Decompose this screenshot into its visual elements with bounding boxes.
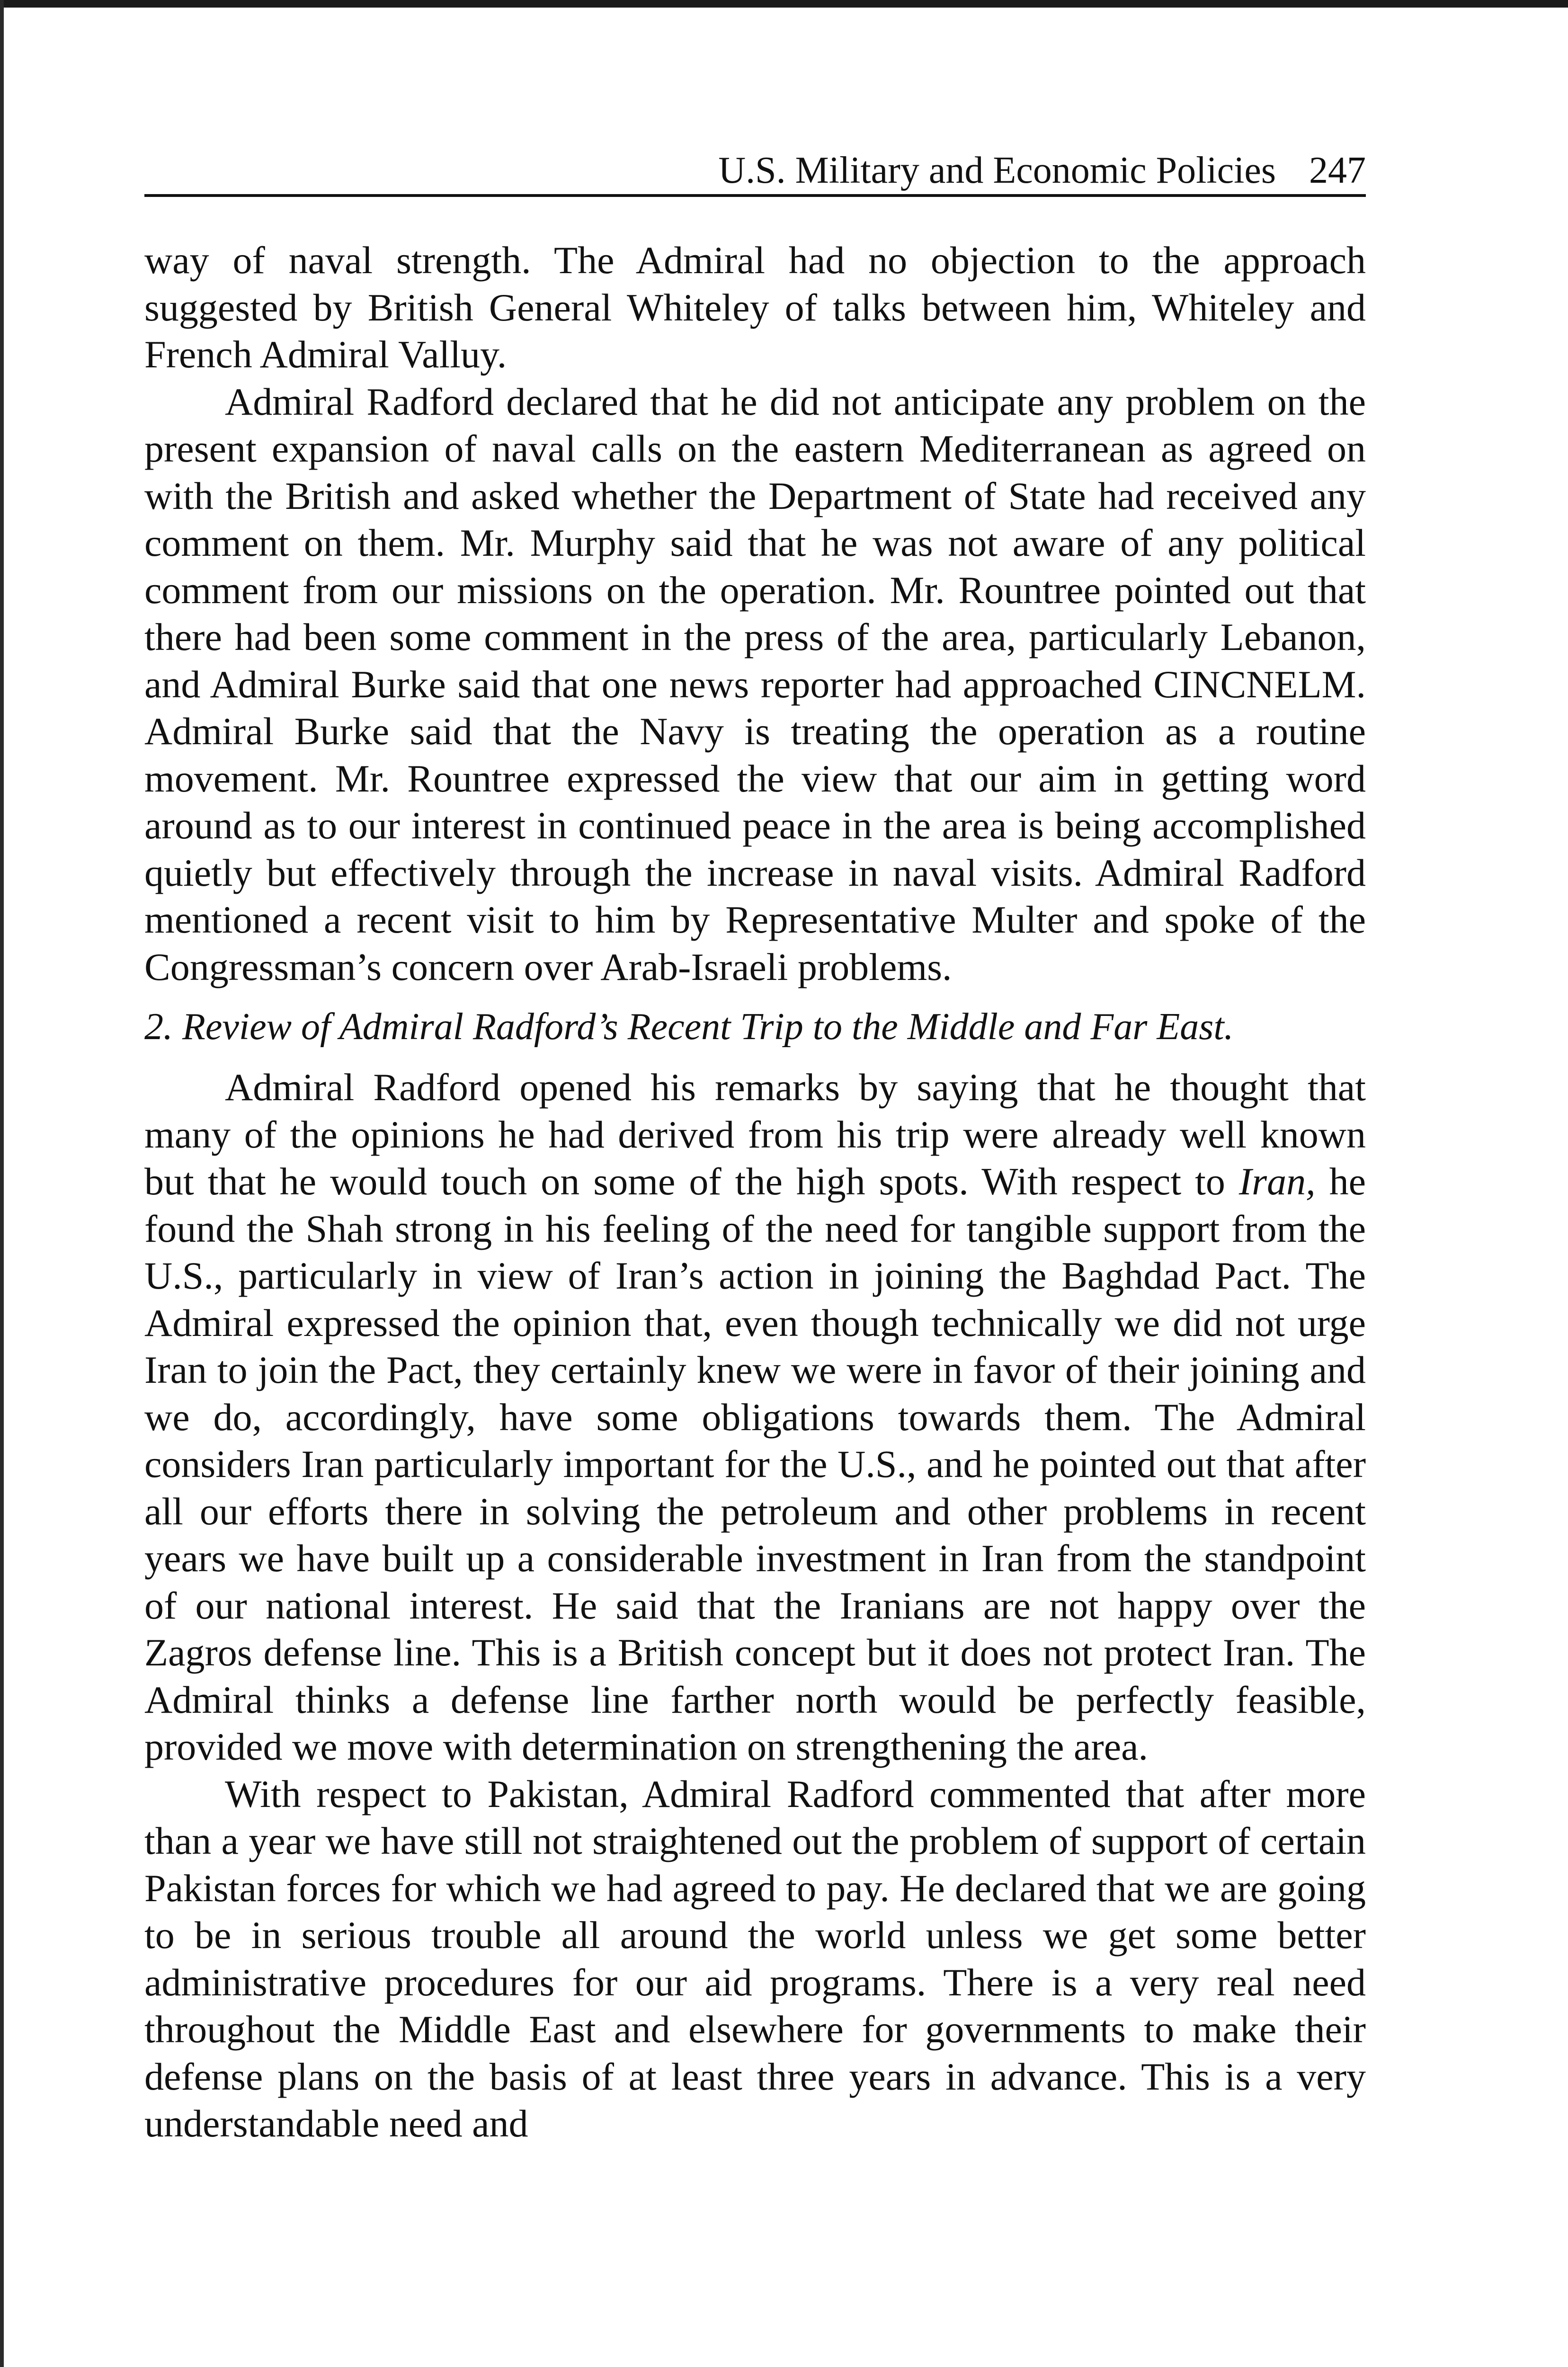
page-body xyxy=(144,237,1366,2147)
section-heading: 2. Review of Admiral Radford’s Recent Trip to the Middle and Far East. xyxy=(144,1006,1234,1048)
page-header xyxy=(144,142,1366,197)
paragraph-pakistan: With respect to Pakistan, Admiral Radford commented that after more than a year we have still not straightened out the problem of support of certain Pakistan forces for which we had agreed to pay. He declared that we are going to be in serious trouble all around the world unless we get some better administrative procedures for our aid programs. There is a very real need throughout the Middle East and elsewhere for governments to make their defense plans on the basis of at least three years in advance. This is a very understandable need and xyxy=(144,1772,1366,2145)
paragraph-iran xyxy=(144,1064,1366,1771)
page-number: 247 xyxy=(1309,150,1366,191)
iran-text-start: Admiral Radford opened his remarks by saying that he thought that many of the opinions he had derived from his trip were already well known but that he would touch on some of the high spots. With respect to xyxy=(144,1066,1366,1203)
running-head xyxy=(718,151,1366,189)
paragraph-naval-calls: Admiral Radford declared that he did not anticipate any problem on the present expansion of naval calls on the eastern Mediterranean as agreed on with the British and asked whether the Department of State had received any comment on them. Mr. Murphy said that he was not aware of any political comment from our missions on the operation. Mr. Rountree pointed out that there had been some comment in the press of the area, particularly Lebanon, and Admiral Burke said that one news reporter had approached CINCNELM. Admiral Burke said that the Navy is treating the operation as a routine movement. Mr. Rountree expressed the view that our aim in getting word around as to our interest in continued peace in the area is being accomplished quietly but effectively through the increase in naval visits. Admiral Radford mentioned a recent visit to him by Representative Multer and spoke of the Congressman’s concern over Arab-Israeli problems. xyxy=(144,380,1366,988)
paragraph-continuation: way of naval strength. The Admiral had no objection to the approach suggested by British General Whiteley of talks between him, Whiteley and French Admiral Valluy. xyxy=(144,239,1366,376)
scan-left-edge xyxy=(0,0,4,2367)
running-title: U.S. Military and Economic Policies xyxy=(718,150,1276,191)
iran-emphasis: Iran, xyxy=(1238,1160,1316,1203)
scan-top-edge xyxy=(0,0,1568,8)
iran-text-rest: he found the Shah strong in his feeling of the need for tangible support from the U.S., particularly in view of Iran’s action in joining the Baghdad Pact. The Admiral expressed the opinion that, even though technically we did not urge Iran to join the Pact, they certainly knew we were in favor of their joining and we do, accordingly, have some obligations towards them. The Admiral considers Iran particularly important for the U.S., and he pointed out that after all our efforts there in solving the petroleum and other problems in recent years we have built up a considerable investment in Iran from the standpoint of our national interest. He said that the Iranians are not happy over the Zagros defense line. This is a British concept but it does not protect Iran. The Admiral thinks a defense line farther north would be perfectly feasible, provided we move with determination on strengthening the area. xyxy=(144,1160,1366,1768)
